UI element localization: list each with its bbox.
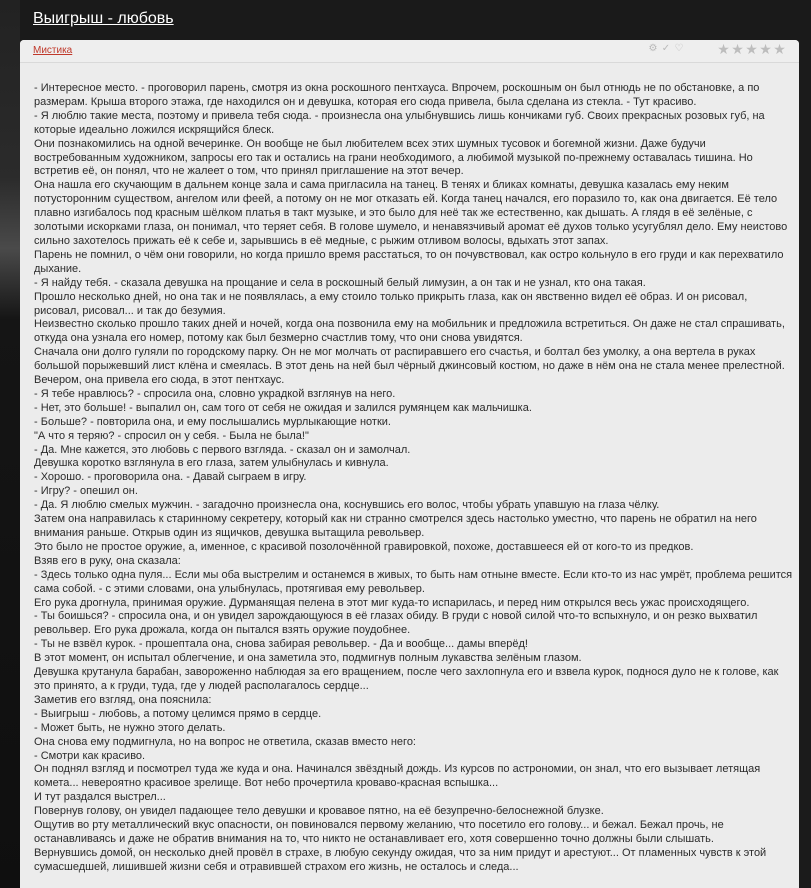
story-paragraph: Ощутив во рту металлический вкус опасности, он повиновался первому желанию, что посетило его голову... и бежал. Бежал прочь, не останавливаясь и даже не обратив внимания на то, что никто не останавливает его, хотя совершенно точно должны были слышать.	[34, 819, 724, 845]
story-paragraph: И тут раздался выстрел...	[34, 791, 166, 804]
story-paragraph: - Да. Мне кажется, это любовь с первого взгляда. - сказал он и замолчал.	[34, 443, 411, 456]
story-paragraph: - Ты боишься? - спросила она, и он увидел зарождающуюся в её глазах обиду. В груди с новой силой что-то вспыхнуло, и он резко выхватил револьвер. Его рука дрожала, когда он пытался взять оружие поудобнее.	[34, 610, 758, 637]
story-paragraph: Она снова ему подмигнула, но на вопрос не ответила, сказав вместо него:	[34, 735, 416, 748]
story-paragraph: В этот момент, он испытал облегчение, и она заметила это, подмигнув полным лукавства зелёным глазом.	[34, 652, 582, 665]
story-card-header	[20, 40, 799, 63]
story-paragraph: Парень не помнил, о чём они говорили, но когда пришло время расстаться, то он почувствовал, как остро кольнуло в его груди и как перехватило дыхание.	[34, 248, 784, 275]
story-paragraph: Неизвестно сколько прошло таких дней и ночей, когда она позвонила ему на мобильник и предложила встретиться. Он даже не стал спрашивать, откуда она узнала его номер, потому как был безмерно счастлив тому, что они снова увидятся.	[34, 318, 785, 345]
story-paragraph: Сначала они долго гуляли по городскому парку. Он не мог молчать от распиравшего его счастья, и болтал без умолку, а она вертела в руках большой порыжевший лист клёна и смеялась. В этот день на ней был чёрный джинсовый костюм, но даже в нём она не стала менее прелестной. Вечером, она привела его сюда, в этот пентхаус.	[34, 346, 785, 387]
story-paragraph: Затем она направилась к старинному секретеру, который как ни странно смотрелся здесь настолько уместно, что парень не обратил на него внимания раньше. Открыв один из ящичков, девушка вытащила револьвер.	[34, 513, 757, 539]
page-title-link[interactable]: Выигрыш - любовь	[33, 10, 174, 27]
story-paragraph: - Ты не взвёл курок. - прошептала она, снова забирая револьвер. - Да и вообще... дамы вперёд!	[34, 638, 528, 651]
story-actions	[648, 44, 684, 54]
story-paragraph: Девушка крутанула барабан, завороженно наблюдая за его вращением, после чего захлопнула его и взвела курок, поднося дуло не к голове, как это принято, а к груди, туда, где у людей располагалось сердце...	[34, 666, 779, 692]
story-paragraph: - Смотри как красиво.	[34, 749, 146, 762]
story-paragraph: Повернув голову, он увидел падающее тело девушки и кровавое пятно, на её безупречно-белоснежной блузке.	[34, 805, 604, 818]
story-paragraph: "А что я теряю? - спросил он у себя. - Была не была!"	[34, 429, 309, 442]
star-icon[interactable]: ★	[773, 41, 786, 57]
rating-stars	[717, 42, 786, 56]
heart-icon[interactable]: ♡	[674, 43, 684, 54]
story-paragraph: Прошло несколько дней, но она так и не появлялась, а ему стоило только прикрыть глаза, как он явственно видел её образ. И он рисовал, рисовал, рисовал... и так до безумия.	[34, 290, 748, 317]
story-paragraph: Она нашла его скучающим в дальнем конце зала и сама пригласила на танец. В тенях и бликах комнаты, девушка казалась ему неким потусторонним существом, ангелом или феей, а потому он не мог отказать ей. Когда танец начался, его поразило то, как она двигается. Её тело плавно изгибалось под красным шёлком платья в такт музыке, и это было для неё так же естественно, как дышать. А глядя в её зелёные, с золотыми искорками глаза, он понимал, что теряет себя. В голове шумело, и ненавязчивый аромат её духов только усугублял дело. Ему неистово сильно захотелось прижать её к себе и, зарывшись в её медные, с рыжим отливом волосы, вдыхать этот запах.	[34, 179, 788, 247]
gear-icon[interactable]: ⚙	[648, 43, 658, 54]
story-paragraph: Взяв его в руку, она сказала:	[34, 554, 181, 567]
story-paragraph: Заметив его взгляд, она пояснила:	[34, 693, 212, 706]
story-paragraph: - Больше? - повторила она, и ему послышались мурлыкающие нотки.	[34, 415, 391, 428]
story-paragraph: - Может быть, не нужно этого делать.	[34, 721, 226, 734]
story-paragraph: Он поднял взгляд и посмотрел туда же куда и она. Начинался звёздный дождь. Из курсов по астрономии, он знал, что его вызывает летящая комета... невероятно красивое зрелище. Вот небо прочертила кроваво-красная вспышка...	[34, 763, 761, 790]
category-link[interactable]: Мистика	[33, 45, 73, 56]
story-paragraph: Это было не простое оружие, а, именное, с красивой позолочённой гравировкой, похоже, доставшееся ей от кого-то из предков.	[34, 540, 694, 553]
star-icon[interactable]: ★	[731, 41, 744, 57]
story-paragraph: - Я тебе нравлюсь? - спросила она, словно украдкой взглянув на него.	[34, 387, 396, 400]
story-paragraph: - Выигрыш - любовь, а потому целимся прямо в сердце.	[34, 707, 322, 720]
story-paragraph: - Здесь только одна пуля... Если мы оба выстрелим и останемся в живых, то быть нам отныне вместе. Если кто-то из нас умрёт, проблема решится сама собой. - с этими словами, она улыбнулась, протягивая ему револьвер.	[34, 568, 793, 595]
background-decoration	[0, 0, 20, 888]
star-icon[interactable]: ★	[759, 41, 772, 57]
story-text	[34, 82, 794, 875]
story-paragraph: Вернувшись домой, он несколько дней провёл в страхе, в любую секунду ожидая, что за ним придут и арестуют... От пламенных чувств к этой сумасшедшей, лишившей жизни себя и отравившей страхом его жизнь, не осталось и следа...	[34, 846, 767, 873]
star-icon[interactable]: ★	[745, 41, 758, 57]
story-card	[20, 40, 799, 888]
check-icon[interactable]: ✓	[661, 43, 671, 54]
story-paragraph: - Игру? - опешил он.	[34, 485, 138, 498]
story-paragraph: - Я люблю такие места, поэтому и привела тебя сюда. - произнесла она улыбнувшись лишь кончиками губ. Своих прекрасных розовых губ, на которые идеально ложился искрящийся блеск.	[34, 109, 765, 136]
story-paragraph: Девушка коротко взглянула в его глаза, затем улыбнулась и кивнула.	[34, 457, 389, 470]
story-paragraph: - Я найду тебя. - сказала девушка на прощание и села в роскошный белый лимузин, а он так и не узнал, кто она такая.	[34, 276, 646, 289]
story-paragraph: - Да. Я люблю смелых мужчин. - загадочно произнесла она, коснувшись его волос, чтобы убрать упавшую на глаза чёлку.	[34, 499, 660, 512]
story-paragraph: Его рука дрогнула, принимая оружие. Дурманящая пелена в этот миг куда-то испарилась, и перед ним открылся весь ужас происходящего.	[34, 596, 750, 609]
story-paragraph: Они познакомились на одной вечеринке. Он вообще не был любителем всех этих шумных тусовок и богемной жизни. Даже будучи востребованным художником, запросы его так и остались на грани необходимого, а любимой музыкой по-прежнему оставалась тишина. Но встретив её, он понял, что не жалеет о том, что принял приглашение на этот вечер.	[34, 137, 753, 178]
story-paragraph: - Интересное место. - проговорил парень, смотря из окна роскошного пентхауса. Впрочем, роскошным он был отнюдь не по обстановке, а по размерам. Крыша второго этажа, где находился он и девушка, которая его сюда привела, была сделана из стекла. - Тут красиво.	[34, 82, 760, 108]
star-icon[interactable]: ★	[717, 41, 730, 57]
story-paragraph: - Хорошо. - проговорила она. - Давай сыграем в игру.	[34, 471, 307, 484]
story-paragraph: - Нет, это больше! - выпалил он, сам того от себя не ожидая и залился румянцем как мальчишка.	[34, 401, 532, 414]
